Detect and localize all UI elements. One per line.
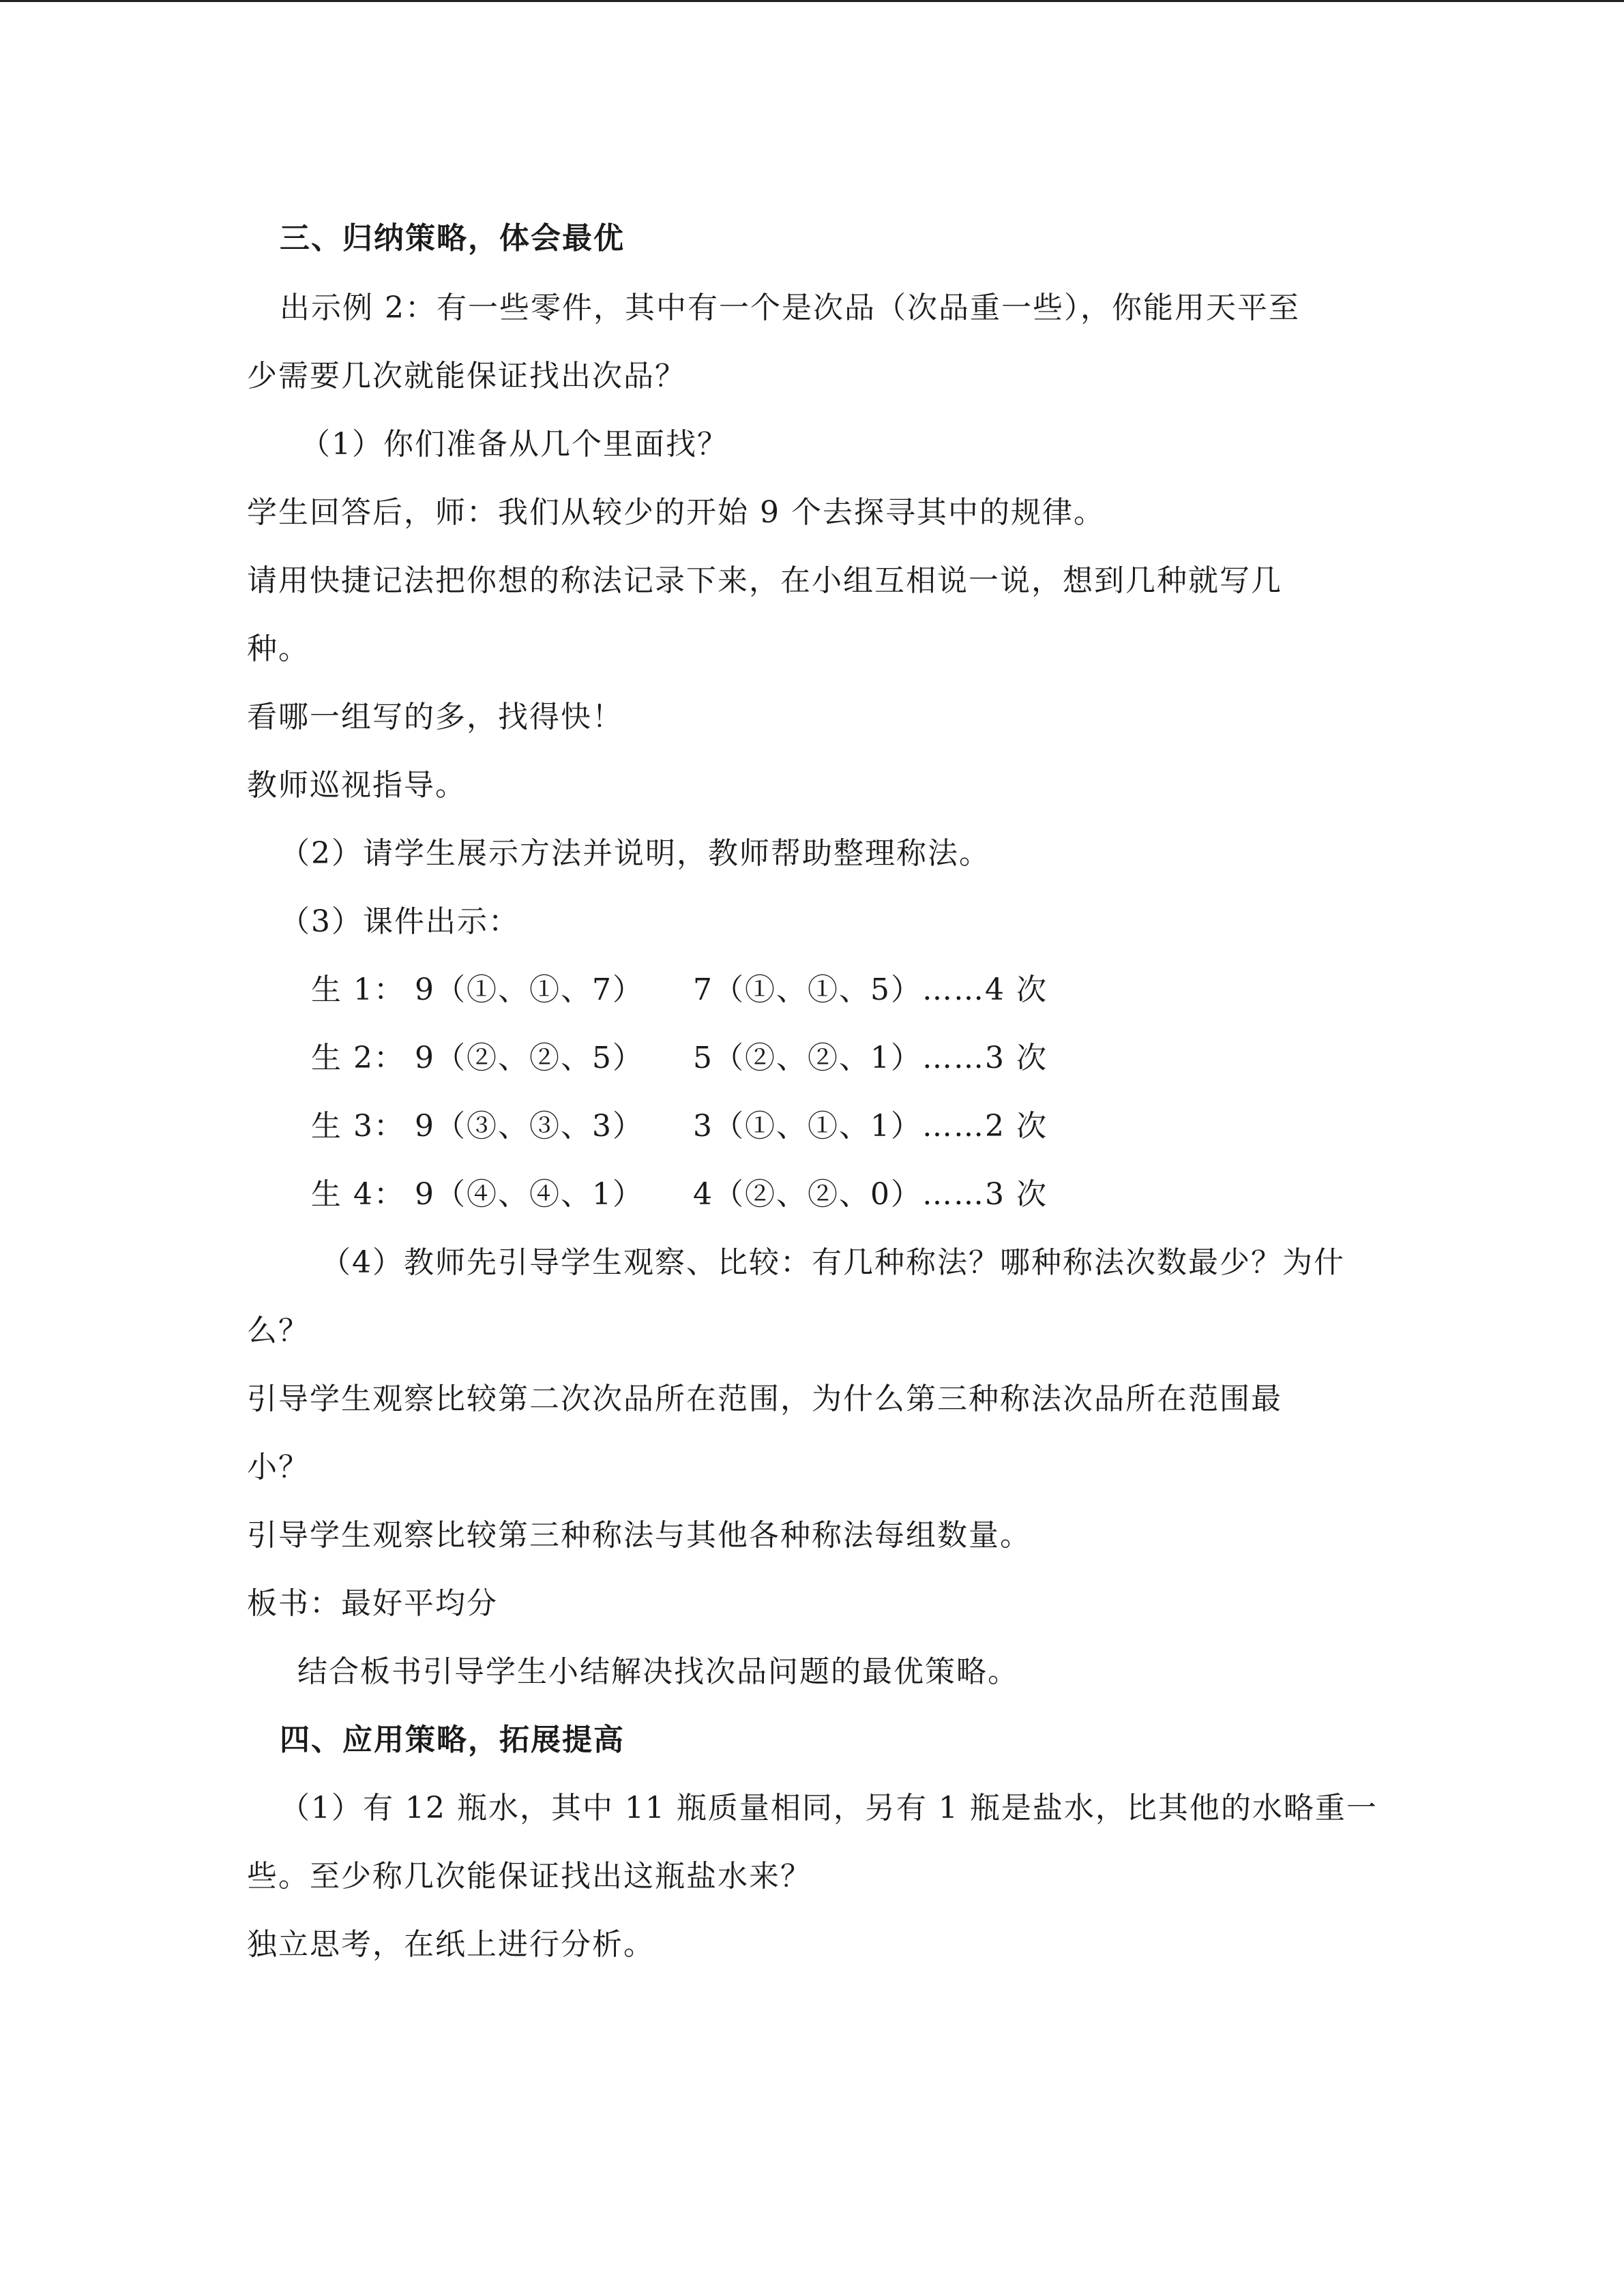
paragraph-summary: 结合板书引导学生小结解决找次品问题的最优策略。 bbox=[297, 1654, 1019, 1689]
method-second-weighing: 5（②、②、1）……3 次 bbox=[693, 1041, 1048, 1075]
method-second-weighing: 4（②、②、0）……3 次 bbox=[693, 1177, 1048, 1212]
method-label: 生 2： bbox=[311, 1041, 405, 1075]
exercise-1-line-1: （1）有 12 瓶水，其中 11 瓶质量相同，另有 1 瓶是盐水，比其他的水略重一 bbox=[280, 1791, 1378, 1825]
method-second-weighing: 3（①、①、1）……2 次 bbox=[693, 1109, 1048, 1144]
section-heading-3: 三、归纳策略，体会最优 bbox=[280, 221, 625, 256]
paragraph-record-line-2: 种。 bbox=[247, 631, 310, 666]
paragraph-independent-thinking: 独立思考，在纸上进行分析。 bbox=[247, 1927, 655, 1962]
question-3: （3）课件出示： bbox=[280, 904, 520, 939]
question-4-line-2: 么？ bbox=[247, 1313, 310, 1348]
exercise-1-line-2: 些。至少称几次能保证找出这瓶盐水来？ bbox=[247, 1859, 812, 1894]
method-label: 生 4： bbox=[311, 1177, 405, 1212]
paragraph-range-line-1: 引导学生观察比较第二次次品所在范围，为什么第三种称法次品所在范围最 bbox=[247, 1382, 1282, 1416]
page-top-border bbox=[0, 0, 1624, 2]
method-label: 生 3： bbox=[311, 1109, 405, 1144]
example-text-line-2: 少需要几次就能保证找出次品？ bbox=[247, 359, 686, 393]
method-first-weighing: 9（③、③、3） bbox=[415, 1109, 644, 1144]
question-1: （1）你们准备从几个里面找？ bbox=[300, 427, 728, 462]
method-second-weighing: 7（①、①、5）……4 次 bbox=[693, 972, 1048, 1007]
paragraph-record-line-1: 请用快捷记法把你想的称法记录下来，在小组互相说一说，想到几种就写几 bbox=[247, 563, 1282, 598]
question-4-line-1: （4）教师先引导学生观察、比较：有几种称法？哪种称法次数最少？为什 bbox=[321, 1245, 1345, 1280]
section-heading-4: 四、应用策略，拓展提高 bbox=[280, 1723, 625, 1757]
paragraph-range-line-2: 小？ bbox=[247, 1450, 310, 1485]
paragraph-teacher-patrol: 教师巡视指导。 bbox=[247, 768, 467, 803]
paragraph-which-group: 看哪一组写的多，找得快！ bbox=[247, 700, 623, 734]
method-first-weighing: 9（④、④、1） bbox=[415, 1177, 644, 1212]
paragraph-student-answer: 学生回答后，师：我们从较少的开始 9 个去探寻其中的规律。 bbox=[247, 495, 1105, 530]
paragraph-group-quantity: 引导学生观察比较第三种称法与其他各种称法每组数量。 bbox=[247, 1518, 1031, 1553]
example-text-line-1: 出示例 2：有一些零件，其中有一个是次品（次品重一些），你能用天平至 bbox=[280, 290, 1300, 325]
board-writing: 板书：最好平均分 bbox=[247, 1586, 498, 1621]
method-first-weighing: 9（①、①、7） bbox=[415, 972, 644, 1007]
method-first-weighing: 9（②、②、5） bbox=[415, 1041, 644, 1075]
method-label: 生 1： bbox=[311, 972, 405, 1007]
question-2: （2）请学生展示方法并说明，教师帮助整理称法。 bbox=[280, 836, 990, 871]
